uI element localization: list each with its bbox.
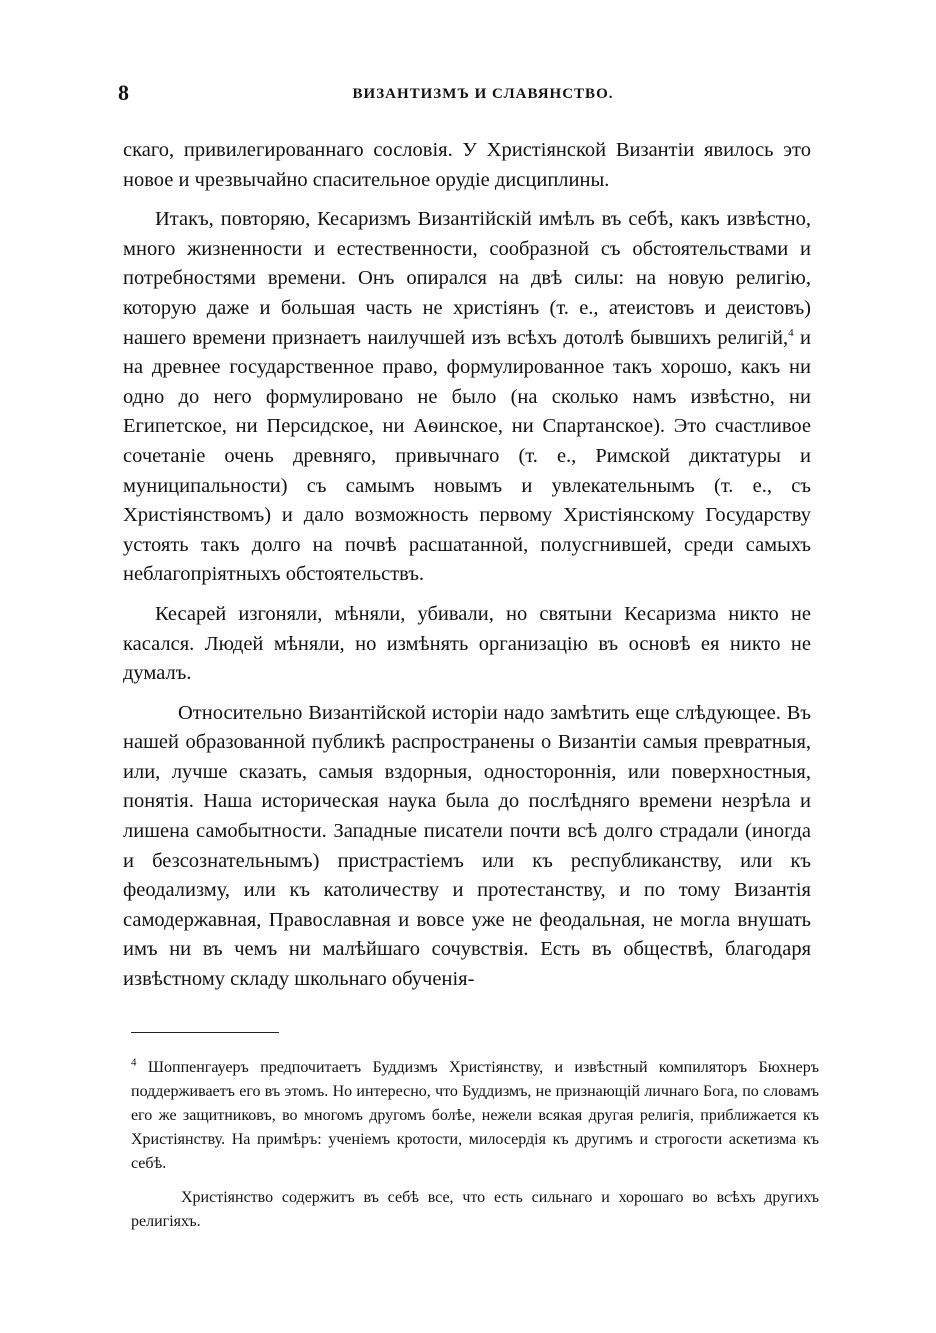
paragraph-2-text-a: Итакъ, повторяю, Кесаризмъ Византійскій имѣлъ въ себѣ, какъ извѣстно, много жизненности и естественности, сообразной съ обстоятельствами и потребностями времени. Онъ опирался на двѣ силы: на новую религію, которую даже и большая часть не христіянъ (т. е., атеистовъ и деистовъ) нашего времени признаетъ наилучшей изъ всѣхъ дотолѣ бывшихъ религій, <box>123 208 811 349</box>
paragraph-2-text-b: и на древнее государственное право, формулированное такъ хорошо, какъ ни одно до него формулировано не было (на сколько намъ извѣстно, ни Египетское, ни Персидское, ни Аѳинское, ни Спартанское). Это счастливое сочетаніе очень древняго, привычнаго (т. е., Римской диктатуры и муниципальности) съ самымъ новымъ и увлекательнымъ (т. е., съ Христіянствомъ) и дало возможность первому Христіянскому Государству устоять такъ долго на почвѣ расшатанной, полусгнившей, среди самыхъ неблагопріятныхъ обстоятельствъ. <box>123 326 811 586</box>
footnote-mark: 4 <box>131 1056 137 1069</box>
footnote-4-continued: Христіянство содержитъ въ себѣ все, что есть сильнаго и хорошаго во всѣхъ другихъ религіяхъ. <box>131 1189 819 1230</box>
paragraph-3: Кесарей изгоняли, мѣняли, убивали, но святыни Кесаризма никто не касался. Людей мѣняли, но измѣнять организацію въ основѣ ея никто не думалъ. <box>123 602 811 685</box>
page-header <box>118 80 818 110</box>
footnotes <box>131 1056 819 1244</box>
running-title: ВИЗАНТИЗМЪ И СЛАВЯНСТВО. <box>352 86 614 102</box>
footnote-reference: 4 <box>788 326 794 339</box>
paragraph-2 <box>123 205 811 590</box>
page-number: 8 <box>118 80 129 105</box>
footnote-4 <box>131 1056 819 1176</box>
paragraph-1: скаго, привилегированнаго сословія. У Христіянской Византіи явилось это новое и чрезвычайно спасительное орудіе дисциплины. <box>123 139 811 191</box>
footnote-divider <box>131 1032 279 1033</box>
footnote-4-text: Шоппенгауеръ предпочитаетъ Буддизмъ Христіянству, и извѣстный компиляторъ Бюхнеръ поддерживаетъ его въ этомъ. Но интересно, что Буддизмъ, не признающій личнаго Бога, по словамъ его же защитниковъ, во многомъ другомъ болѣе, нежели всякая другая религія, приближается къ Христіянству. На примѣръ: ученіемъ кротости, милосердія къ другимъ и строгости аскетизма къ себѣ. <box>131 1059 820 1172</box>
main-text <box>123 136 811 1005</box>
paragraph-4: Относительно Византійской исторіи надо замѣтить еще слѣдующее. Въ нашей образованной публикѣ распространены о Византіи самыя превратныя, или, лучше сказать, самыя вздорныя, одностороннія, или поверхностныя, понятія. Наша историческая наука была до послѣдняго времени незрѣла и лишена самобытности. Западные писатели почти всѣ долго страдали (иногда и безсознательнымъ) пристрастіемъ или къ республиканству, или къ феодализму, или къ католичеству и протестанству, и по тому Византія самодержавная, Православная и вовсе уже не феодальная, не могла внушать имъ ни въ чемъ ни малѣйшаго сочувствія. Есть въ обществѣ, благодаря извѣстному складу школьнаго обученія- <box>123 701 811 991</box>
